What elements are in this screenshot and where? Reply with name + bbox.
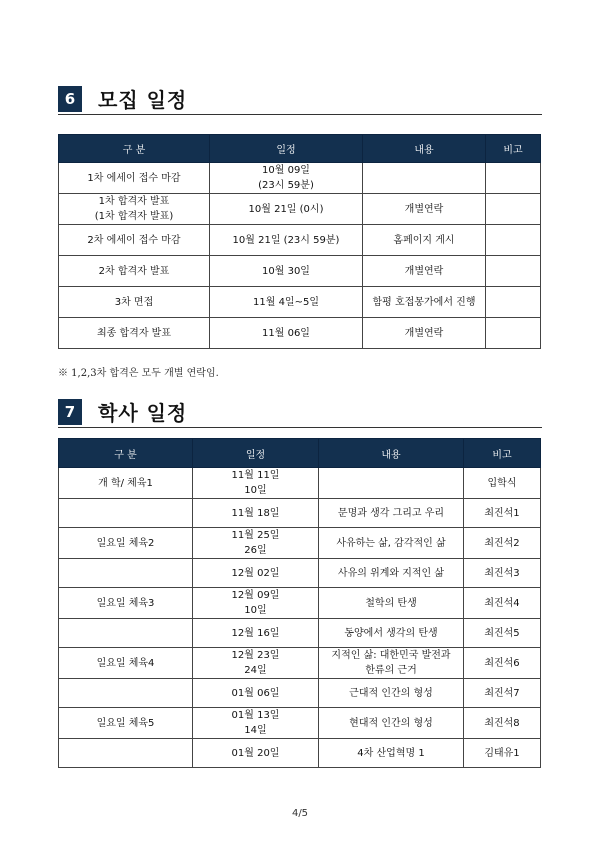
cell-content: 문명과 생각 그리고 우리 bbox=[319, 499, 464, 528]
table-row bbox=[59, 499, 541, 528]
cell-content: 개별연락 bbox=[363, 194, 486, 225]
cell-category: 2차 합격자 발표 bbox=[59, 256, 210, 287]
table-row bbox=[59, 225, 541, 256]
cell-date: 10월 21일 (23시 59분) bbox=[210, 225, 363, 256]
cell-note bbox=[486, 318, 541, 349]
cell-date: 12월 09일 10일 bbox=[193, 588, 319, 619]
cell-note: 최진석4 bbox=[464, 588, 541, 619]
section-header-recruit bbox=[58, 84, 542, 115]
cell-content: 사유하는 삶, 감각적인 삶 bbox=[319, 528, 464, 559]
cell-category: 1차 합격자 발표 (1차 합격자 발표) bbox=[59, 194, 210, 225]
cell-note: 최진석6 bbox=[464, 648, 541, 679]
cell-category: 3차 면접 bbox=[59, 287, 210, 318]
section-header-academic bbox=[58, 397, 542, 428]
cell-date: 01월 20일 bbox=[193, 739, 319, 768]
table-row bbox=[59, 708, 541, 739]
header-date: 일정 bbox=[193, 439, 319, 468]
header-date: 일정 bbox=[210, 135, 363, 163]
cell-date: 11월 4일~5일 bbox=[210, 287, 363, 318]
cell-date: 10월 30일 bbox=[210, 256, 363, 287]
recruit-schedule-table bbox=[58, 134, 541, 349]
table-row bbox=[59, 559, 541, 588]
cell-category: 일요일 체육2 bbox=[59, 528, 193, 559]
cell-note bbox=[486, 163, 541, 194]
table-row bbox=[59, 194, 541, 225]
cell-content: 지적인 삶: 대한민국 발전과 한류의 근거 bbox=[319, 648, 464, 679]
cell-note: 입학식 bbox=[464, 468, 541, 499]
cell-content: 함평 호접몽가에서 진행 bbox=[363, 287, 486, 318]
cell-content: 철학의 탄생 bbox=[319, 588, 464, 619]
cell-date: 10월 09일 (23시 59분) bbox=[210, 163, 363, 194]
cell-note: 최진석1 bbox=[464, 499, 541, 528]
header-category: 구 분 bbox=[59, 439, 193, 468]
cell-date: 01월 13일 14일 bbox=[193, 708, 319, 739]
cell-category bbox=[59, 499, 193, 528]
section-number: 6 bbox=[58, 86, 82, 112]
header-content: 내용 bbox=[319, 439, 464, 468]
cell-note: 최진석5 bbox=[464, 619, 541, 648]
cell-content: 현대적 인간의 형성 bbox=[319, 708, 464, 739]
cell-note bbox=[486, 194, 541, 225]
table-row bbox=[59, 287, 541, 318]
cell-category bbox=[59, 739, 193, 768]
table-row bbox=[59, 679, 541, 708]
cell-content bbox=[319, 468, 464, 499]
table-row bbox=[59, 739, 541, 768]
cell-note: 최진석8 bbox=[464, 708, 541, 739]
table-header-row bbox=[59, 439, 541, 468]
header-category: 구 분 bbox=[59, 135, 210, 163]
cell-content: 사유의 위계와 지적인 삶 bbox=[319, 559, 464, 588]
cell-category: 2차 에세이 접수 마감 bbox=[59, 225, 210, 256]
cell-content bbox=[363, 163, 486, 194]
cell-category: 일요일 체육4 bbox=[59, 648, 193, 679]
table-row bbox=[59, 648, 541, 679]
footnote: ※ 1,2,3차 합격은 모두 개별 연락임. bbox=[58, 368, 219, 379]
cell-category: 1차 에세이 접수 마감 bbox=[59, 163, 210, 194]
cell-category bbox=[59, 679, 193, 708]
cell-date: 12월 02일 bbox=[193, 559, 319, 588]
cell-note: 최진석7 bbox=[464, 679, 541, 708]
academic-schedule-table bbox=[58, 438, 541, 768]
cell-category bbox=[59, 559, 193, 588]
cell-date: 11월 11일 10일 bbox=[193, 468, 319, 499]
table-row bbox=[59, 619, 541, 648]
section-title: 모집 일정 bbox=[98, 88, 188, 112]
cell-note bbox=[486, 256, 541, 287]
section-number: 7 bbox=[58, 399, 82, 425]
cell-category: 최종 합격자 발표 bbox=[59, 318, 210, 349]
cell-note bbox=[486, 287, 541, 318]
table-row bbox=[59, 318, 541, 349]
cell-note: 최진석2 bbox=[464, 528, 541, 559]
cell-date: 12월 16일 bbox=[193, 619, 319, 648]
cell-note bbox=[486, 225, 541, 256]
cell-date: 11월 25일 26일 bbox=[193, 528, 319, 559]
table-row bbox=[59, 588, 541, 619]
cell-category: 일요일 체육5 bbox=[59, 708, 193, 739]
cell-date: 11월 18일 bbox=[193, 499, 319, 528]
table-row bbox=[59, 163, 541, 194]
table-row bbox=[59, 468, 541, 499]
cell-note: 최진석3 bbox=[464, 559, 541, 588]
cell-category bbox=[59, 619, 193, 648]
cell-date: 12월 23일 24일 bbox=[193, 648, 319, 679]
table-row bbox=[59, 528, 541, 559]
page-number: 4/5 bbox=[291, 808, 309, 819]
cell-content: 4차 산업혁명 1 bbox=[319, 739, 464, 768]
cell-content: 근대적 인간의 형성 bbox=[319, 679, 464, 708]
cell-date: 01월 06일 bbox=[193, 679, 319, 708]
section-title: 학사 일정 bbox=[98, 401, 188, 425]
header-note: 비고 bbox=[486, 135, 541, 163]
cell-category: 개 학/ 체육1 bbox=[59, 468, 193, 499]
cell-content: 개별연락 bbox=[363, 256, 486, 287]
cell-content: 개별연락 bbox=[363, 318, 486, 349]
cell-category: 일요일 체육3 bbox=[59, 588, 193, 619]
cell-date: 10월 21일 (0시) bbox=[210, 194, 363, 225]
table-row bbox=[59, 256, 541, 287]
header-content: 내용 bbox=[363, 135, 486, 163]
cell-content: 동양에서 생각의 탄생 bbox=[319, 619, 464, 648]
cell-note: 김태유1 bbox=[464, 739, 541, 768]
cell-date: 11월 06일 bbox=[210, 318, 363, 349]
table-header-row bbox=[59, 135, 541, 163]
cell-content: 홈페이지 게시 bbox=[363, 225, 486, 256]
header-note: 비고 bbox=[464, 439, 541, 468]
